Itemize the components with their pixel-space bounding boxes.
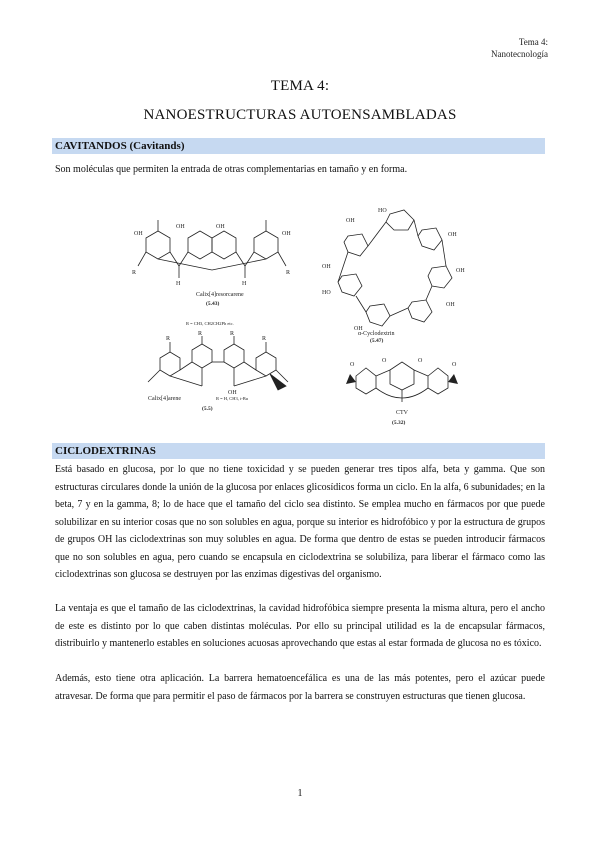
cyclodextrin-structure: [318, 206, 478, 346]
figure-number: (5.43): [206, 301, 220, 307]
figure-substituents: R = H, CH3, t-Bu: [216, 396, 249, 401]
figure-cyclodextrin: [318, 206, 478, 346]
page-title: TEMA 4:: [270, 78, 330, 94]
cavitands-intro: Son moléculas que permiten la entrada de otras complementarias en tamaño y en forma.: [55, 164, 408, 175]
ctv-structure: [340, 352, 470, 432]
oh-label: OH: [282, 231, 291, 237]
o-label: O: [350, 362, 355, 368]
oh-label: OH: [446, 302, 455, 308]
o-label: O: [418, 358, 423, 364]
h-label: H: [176, 281, 181, 287]
oh-label: OH: [228, 390, 237, 396]
paragraph: Además, esto tiene otra aplicación. La barrera hematoencefálica es una de las más potentes, pero el azúcar puede atravesar. De forma que para permitir el paso de fármacos por la barrera se construyen estructuras que tienen glucosa.: [55, 673, 545, 702]
o-label: O: [382, 358, 387, 364]
ho-label: HO: [378, 208, 387, 214]
figure-label: CTV: [396, 410, 408, 416]
calixresorcarene-structure: [118, 208, 308, 333]
paragraph: La ventaja es que el tamaño de las ciclodextrinas, la cavidad hidrofóbica siempre presenta la misma altura, pero el ancho de este es distinto por lo que caben distintas moléculas. Por ello su principal utilidad es la de encapsular fármacos, distribuirlo y mantenerlo estables en soluciones acuosas aprovechando que estas al estar formada de glucosa no es tóxico.: [55, 603, 545, 649]
section-heading-cavitands: CAVITANDOS (Cavitands): [52, 138, 545, 154]
o-label: O: [452, 362, 457, 368]
figure-label: α-Cyclodextrin: [358, 331, 395, 337]
r-label: R: [166, 336, 171, 342]
r-label: R: [262, 336, 267, 342]
oh-label: OH: [134, 231, 143, 237]
figure-number: (5.32): [392, 420, 406, 426]
header-subject: Nanotecnología: [491, 49, 548, 59]
running-header: [491, 36, 548, 60]
figure-substituents: R = CH3, CH2CH2Ph etc.: [186, 321, 234, 326]
oh-label: OH: [346, 218, 355, 224]
paragraph: Está basado en glucosa, por lo que no tiene toxicidad y se pueden generar tres tipos alfa, beta y gamma. Que son estructuras circulares donde la unión de la glucosa por enlaces glicosídicos forma un ciclo. En la alfa, 6 subunidades; en la beta, 7 y en la gamma, 8; lo de hace que el tamaño del ciclo sea distinto. Se emplea mucho en fármacos por que puede solubilizar en su interior cosas que no son solubles en agua, porque su interior es hidrofóbico y por la estructura de grupos de grupos OH las ciclodextrinas son muy solubles en agua. De forma que dentro de estas se pueden introducir fármacos que no son solubles en agua, pero cuando se encapsula en ciclodextrina se solubiliza, para liberar el fármaco como las ciclodextrinas son glucosa se destruyen por las enzimas digestivas del organismo.: [55, 464, 545, 580]
oh-label: OH: [354, 326, 363, 332]
figure-ctv: [340, 352, 470, 432]
figure-number: (5.47): [370, 338, 384, 344]
header-topic: Tema 4:: [518, 37, 548, 47]
r-label: R: [198, 331, 203, 337]
r-label: R: [132, 270, 137, 276]
figure-label: Calix[4]resorcarene: [196, 292, 244, 298]
oh-label: OH: [456, 268, 465, 274]
h-label: H: [242, 281, 247, 287]
figure-calixresorcarene: [118, 208, 308, 333]
oh-label: OH: [322, 264, 331, 270]
calixarene-structure: [140, 330, 300, 430]
figure-number: (5.5): [202, 406, 213, 412]
figure-calixarene: [140, 330, 300, 430]
oh-label: OH: [176, 224, 185, 230]
figure-label: Calix[4]arene: [148, 396, 181, 402]
section-heading-cyclodextrins: CICLODEXTRINAS: [52, 443, 545, 459]
r-label: R: [230, 331, 235, 337]
oh-label: OH: [448, 232, 457, 238]
page-subtitle: NANOESTRUCTURAS AUTOENSAMBLADAS: [143, 107, 457, 123]
page-number: 1: [297, 788, 303, 799]
ho-label: HO: [322, 290, 331, 296]
r-label: R: [286, 270, 291, 276]
oh-label: OH: [216, 224, 225, 230]
